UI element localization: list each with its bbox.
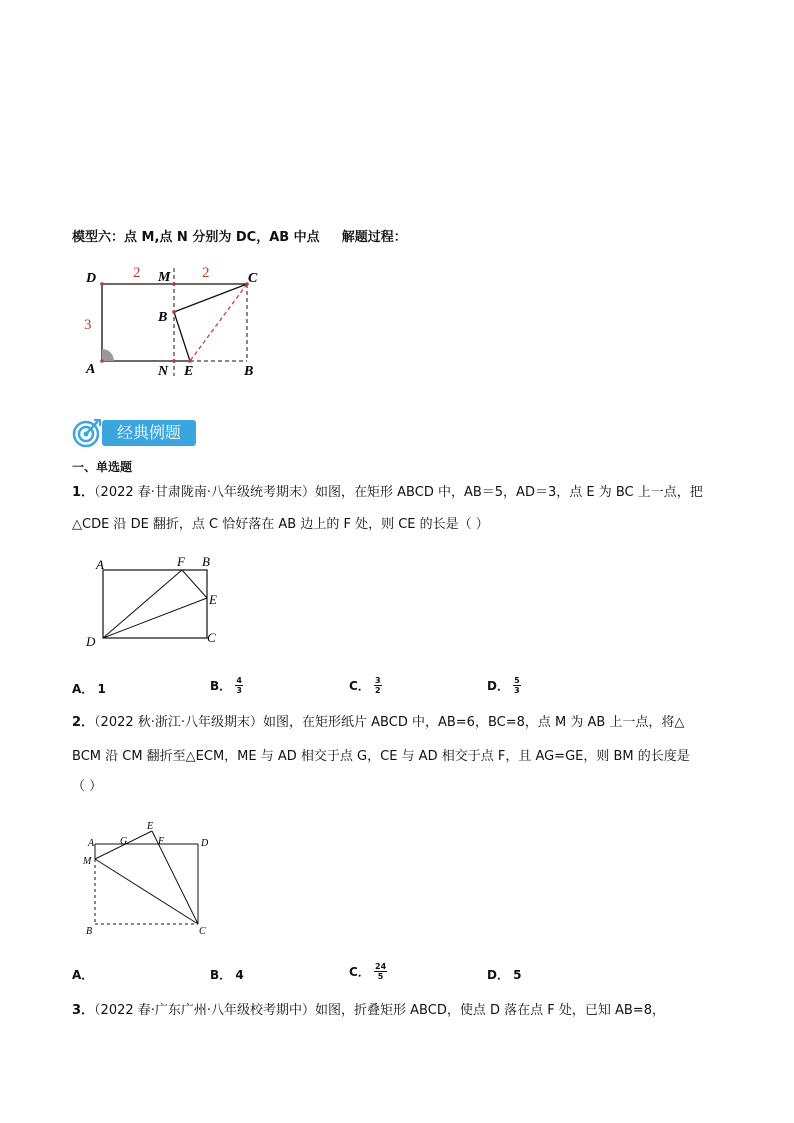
fig1-label-B-fold: B [158,310,168,325]
target-icon [72,418,102,448]
fig1-label-A: A [86,362,96,377]
banner-label: 经典例题 [102,420,196,446]
q1-fig-A: A [96,557,104,572]
q2-fig-B: B [86,926,93,937]
fig1-length-2a: 2 [133,265,141,281]
q2-option-a[interactable]: A． [72,968,94,982]
q2-option-d[interactable]: D． 5 [487,968,522,982]
q2-line2: BCM 沿 CM 翻折至△ECM，ME 与 AD 相交于点 G，CE 与 AD 相交于点 F，且 AG=GE，则 BM 的长度是 [72,749,690,764]
q2-fig-A: A [88,838,95,849]
fig1-label-M: M [158,270,171,285]
fig1-angle-mark [102,349,114,361]
q1-option-b[interactable]: B． $\frac{4}{3}$ [210,676,242,695]
fig1-be-line [174,312,190,361]
model6-process: 解题过程： [341,230,407,245]
fig1-label-E: E [184,364,194,379]
q2-line3: （ ） [72,779,103,794]
model6-figure [72,258,272,382]
q1-fig-E: E [209,592,217,607]
q2-line1: 2．（2022 秋·浙江·八年级期末）如图，在矩形纸片 ABCD 中，AB=6，BC=8，点 M 为 AB 上一点，将△ [72,715,685,730]
fig1-label-B: B [244,364,254,379]
q2-fig-C: C [199,926,206,937]
q1-figure [80,552,230,652]
fig1-length-2b: 2 [202,265,210,281]
q1-option-a[interactable]: A． 1 [72,682,106,696]
q2-option-b[interactable]: B． 4 [210,968,244,982]
q1-fig-B: B [202,554,210,569]
q2-fig-E: E [147,821,154,832]
q1-fig-C: C [207,630,216,645]
q1-line2: △CDE 沿 DE 翻折，点 C 恰好落在 AB 边上的 F 处，则 CE 的长是（ ） [72,517,489,532]
fig1-label-N: N [158,364,169,379]
q3-line1: 3．（2022 春·广东广州·八年级校考期中）如图，折叠矩形 ABCD，使点 D 落在点 F 处，已知 AB=8， [72,1003,665,1018]
q1-fig-F: F [177,554,185,569]
q2-fig-M: M [83,856,92,867]
q2-figure [80,816,220,940]
q2-fig-F: F [158,836,165,847]
q2-option-c[interactable]: C． $\frac{24}{5}$ [349,962,387,981]
q1-line1: 1．（2022 春·甘肃陇南·八年级统考期末）如图，在矩形 ABCD 中，AB＝5，AD＝3，点 E 为 BC 上一点，把 [72,485,703,500]
q1-option-c[interactable]: C． $\frac{3}{2}$ [349,676,381,695]
model6-title: 模型六：点 M,点 N 分别为 DC，AB 中点 解题过程： [72,230,407,245]
section-heading: 一、单选题 [72,460,133,474]
fig1-length-3: 3 [84,317,92,333]
fig1-label-D: D [86,271,97,286]
q2-fig-G: G [120,836,128,847]
q1-option-d[interactable]: D． $\frac{5}{3}$ [487,676,520,695]
q2-fig-D: D [201,838,209,849]
q1-fig-D: D [86,634,96,649]
fig1-label-C: C [248,271,258,286]
